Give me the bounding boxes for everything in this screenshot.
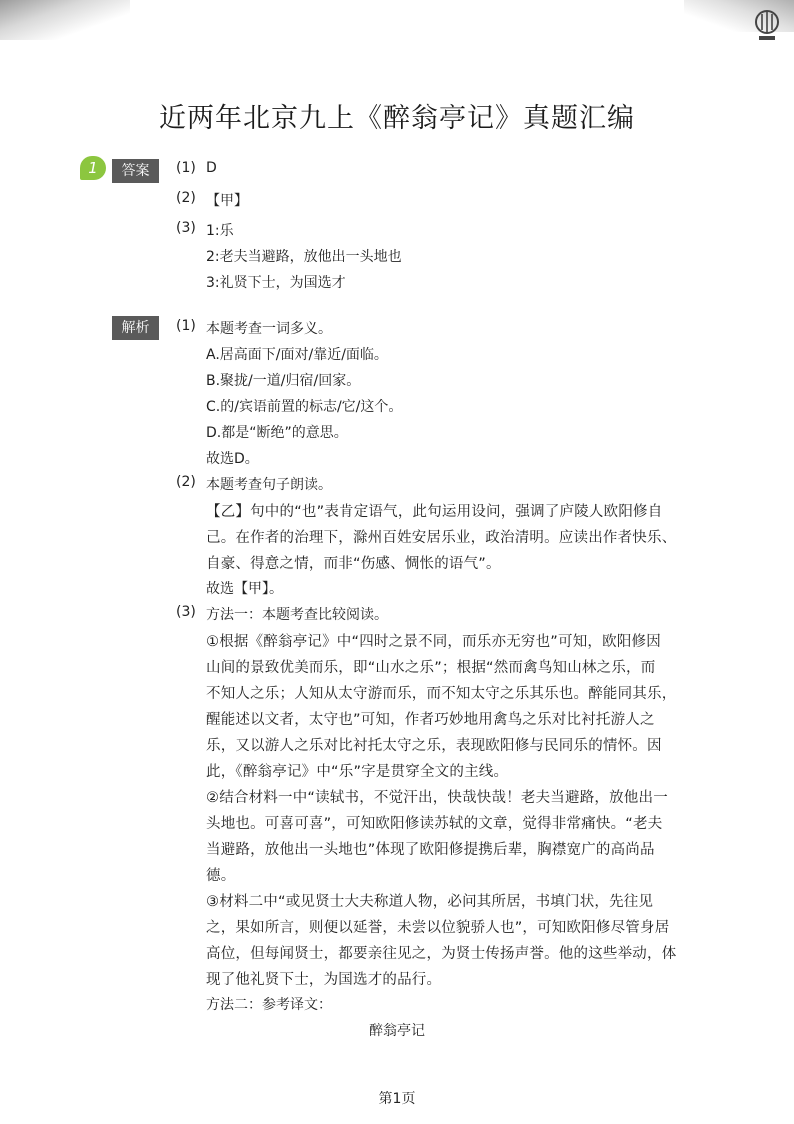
analysis-line: ①根据《醉翁亭记》中“四时之景不同，而乐亦无穷也”可知，欧阳修因: [206, 634, 661, 650]
question-number-badge: 1: [80, 156, 106, 180]
analysis-line: 头地也。可喜可喜”，可知欧阳修读苏轼的文章，觉得非常痛快。“老夫: [206, 816, 663, 832]
analysis-line: 方法二：参考译文：: [206, 997, 332, 1013]
analysis-line: A.居高面下/面对/靠近/面临。: [206, 347, 388, 363]
analysis-line: 现了他礼贤下士，为国选才的品行。: [206, 972, 442, 988]
answer-line: 2:老夫当避路，放他出一头地也: [206, 249, 402, 265]
analysis-line: 此，《醉翁亭记》中“乐”字是贯穿全文的主线。: [206, 764, 509, 780]
analysis-line: 己。在作者的治理下，滁州百姓安居乐业，政治清明。应读出作者快乐、: [206, 530, 677, 546]
analysis-line: C.的/宾语前置的标志/它/这个。: [206, 399, 403, 415]
analysis-line: 本题考查句子朗读。: [206, 477, 332, 493]
analysis-line: 自豪、得意之情，而非“伤感、惆怅的语气”。: [206, 556, 501, 572]
analysis-line: 之，果如所言，则便以延誉，未尝以位貌骄人也”，可知欧阳修尽管身居: [206, 920, 670, 936]
page-number: 第1页: [378, 1091, 416, 1107]
analysis-line: 当避路，放他出一头地也”体现了欧阳修提携后辈，胸襟宽广的高尚品: [206, 842, 655, 858]
translation-title: 醉翁亭记: [369, 1023, 425, 1039]
analysis-line: ②结合材料一中“读轼书，不觉汗出，快哉快哉！老夫当避路，放他出一: [206, 790, 668, 806]
page-curl-shadow-left: [0, 0, 130, 40]
analysis-num-2: (2): [176, 474, 196, 490]
analysis-line: 醒能述以文者，太守也”可知，作者巧妙地用禽鸟之乐对比衬托游人之: [206, 712, 655, 728]
answer-line: D: [206, 160, 217, 176]
analysis-line: 不知人之乐；人知从太守游而乐，而不知太守之乐其乐也。醉能同其乐，: [206, 686, 677, 702]
analysis-line: 本题考查一词多义。: [206, 321, 332, 337]
answer-line: 【甲】: [206, 193, 248, 209]
analysis-num-3: (3): [176, 604, 196, 620]
analysis-line: B.聚拢/一道/归宿/回家。: [206, 373, 361, 389]
analysis-line: D.都是“断绝”的意思。: [206, 425, 348, 441]
analysis-line: 故选D。: [206, 451, 259, 467]
analysis-line: 故选【甲】。: [206, 581, 283, 597]
answer-num-2: (2): [176, 190, 196, 206]
answer-label: 答案: [112, 159, 159, 183]
publisher-logo-icon: [752, 8, 782, 42]
analysis-line: 山间的景致优美而乐，即“山水之乐”；根据“然而禽鸟知山林之乐，而: [206, 660, 656, 676]
analysis-num-1: (1): [176, 318, 196, 334]
analysis-line: 乐，又以游人之乐对比衬托太守之乐，表现欧阳修与民同乐的情怀。因: [206, 738, 662, 754]
answer-line: 3:礼贤下士，为国选才: [206, 275, 346, 291]
analysis-line: 方法一：本题考查比较阅读。: [206, 607, 388, 623]
analysis-line: 德。: [206, 868, 236, 884]
document-title: 近两年北京九上《醉翁亭记》真题汇编: [159, 103, 635, 134]
analysis-line: ③材料二中“或见贤士大夫称道人物，必问其所居，书填门状，先往见: [206, 894, 654, 910]
analysis-line: 【乙】句中的“也”表肯定语气，此句运用设问，强调了庐陵人欧阳修自: [206, 504, 663, 520]
answer-line: 1:乐: [206, 223, 234, 239]
analysis-line: 高位，但每闻贤士，都要亲往见之，为贤士传扬声誉。他的这些举动，体: [206, 946, 677, 962]
analysis-label: 解析: [112, 316, 159, 340]
answer-num-1: (1): [176, 160, 196, 176]
answer-num-3: (3): [176, 220, 196, 236]
